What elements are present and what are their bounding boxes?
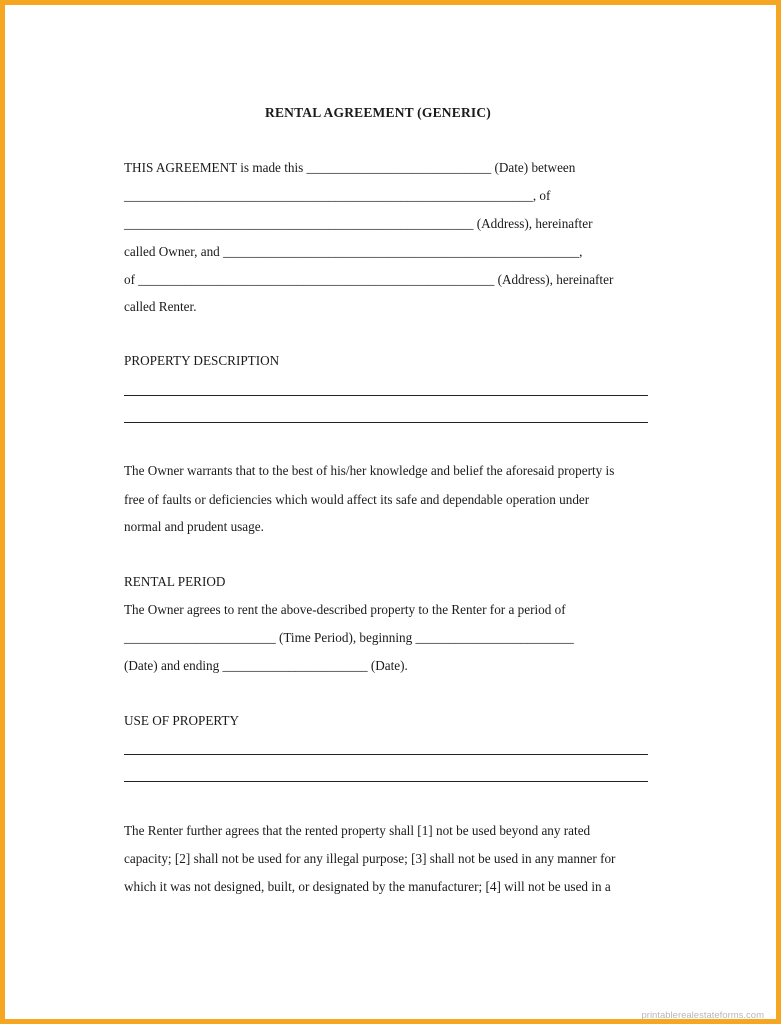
- property-description-heading: PROPERTY DESCRIPTION: [124, 353, 280, 368]
- intro-line-1: THIS AGREEMENT is made this ____________________________ (Date) between: [124, 160, 576, 175]
- intro-line-6: called Renter.: [124, 299, 197, 314]
- rental-period-heading: RENTAL PERIOD: [124, 574, 226, 589]
- use-line-1: The Renter further agrees that the rented property shall [1] not be used beyond any rated: [124, 823, 591, 838]
- use-of-property-heading: USE OF PROPERTY: [124, 713, 239, 728]
- intro-line-3: _____________________________________________________ (Address), hereinafter: [124, 216, 593, 231]
- rental-period-line-1: The Owner agrees to rent the above-described property to the Renter for a period of: [124, 602, 566, 617]
- warranty-line-1: The Owner warrants that to the best of his/her knowledge and belief the aforesaid property is: [124, 463, 615, 478]
- intro-line-2: ______________________________________________________________, of: [124, 188, 551, 203]
- rental-period-line-3: (Date) and ending ______________________ (Date).: [124, 658, 408, 673]
- document-title: RENTAL AGREEMENT (GENERIC): [265, 105, 491, 120]
- warranty-line-3: normal and prudent usage.: [124, 519, 264, 534]
- use-line-2: capacity; [2] shall not be used for any illegal purpose; [3] shall not be used in any manner for: [124, 851, 616, 866]
- use-of-property-blank-1: [124, 754, 648, 755]
- property-description-blank-2: [124, 422, 648, 423]
- warranty-line-2: free of faults or deficiencies which would affect its safe and dependable operation under: [124, 492, 590, 507]
- use-line-3: which it was not designed, built, or designated by the manufacturer; [4] will not be used in a: [124, 879, 611, 894]
- intro-line-4: called Owner, and ______________________________________________________,: [124, 244, 583, 259]
- intro-line-5: of ______________________________________________________ (Address), hereinafter: [124, 272, 614, 287]
- property-description-blank-1: [124, 395, 648, 396]
- rental-period-line-2: _______________________ (Time Period), beginning ________________________: [124, 630, 574, 645]
- use-of-property-blank-2: [124, 781, 648, 782]
- source-watermark: printablerealestateforms.com: [641, 1010, 764, 1021]
